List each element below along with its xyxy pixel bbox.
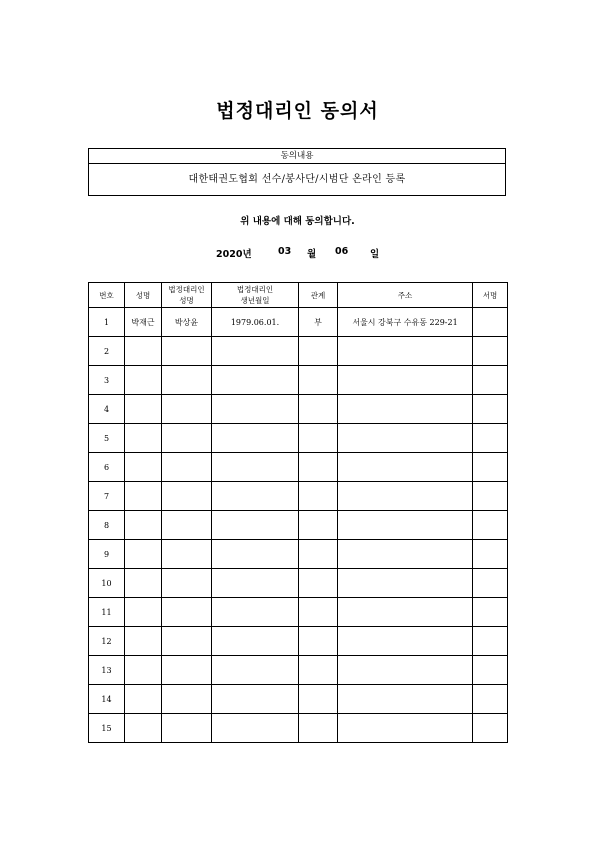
cell-name[interactable] bbox=[125, 685, 162, 714]
cell-number: 8 bbox=[89, 511, 125, 540]
agreement-text: 위 내용에 대해 동의합니다. bbox=[240, 216, 355, 227]
cell-signature[interactable] bbox=[473, 337, 508, 366]
cell-guardian-birth[interactable] bbox=[212, 656, 299, 685]
cell-name[interactable] bbox=[125, 453, 162, 482]
table-row bbox=[89, 540, 508, 569]
consent-content: 대한태권도협회 선수/봉사단/시범단 온라인 등록 bbox=[188, 174, 406, 185]
cell-name[interactable] bbox=[125, 569, 162, 598]
cell-guardian-name[interactable]: 박상윤 bbox=[162, 308, 212, 337]
cell-guardian-name[interactable] bbox=[162, 395, 212, 424]
cell-guardian-name[interactable] bbox=[162, 482, 212, 511]
cell-guardian-name[interactable] bbox=[162, 598, 212, 627]
cell-number: 11 bbox=[89, 598, 125, 627]
date-year: 2020년 bbox=[216, 249, 252, 260]
cell-guardian-birth[interactable] bbox=[212, 453, 299, 482]
document-title: 법정대리인 동의서 bbox=[216, 100, 379, 122]
cell-signature[interactable] bbox=[473, 569, 508, 598]
cell-guardian-birth[interactable] bbox=[212, 598, 299, 627]
cell-signature[interactable] bbox=[473, 656, 508, 685]
cell-address[interactable] bbox=[338, 482, 473, 511]
consent-header: 동의내용 bbox=[89, 149, 505, 164]
cell-relation[interactable] bbox=[299, 395, 338, 424]
date-month-value: 03 bbox=[278, 246, 292, 257]
cell-address[interactable] bbox=[338, 714, 473, 743]
cell-name[interactable] bbox=[125, 482, 162, 511]
cell-guardian-name[interactable] bbox=[162, 685, 212, 714]
header-guardian-name-line2: 성명 bbox=[179, 296, 194, 305]
cell-name[interactable] bbox=[125, 366, 162, 395]
table-row bbox=[89, 424, 508, 453]
cell-guardian-name[interactable] bbox=[162, 453, 212, 482]
cell-address[interactable] bbox=[338, 337, 473, 366]
cell-name[interactable] bbox=[125, 656, 162, 685]
cell-address[interactable] bbox=[338, 366, 473, 395]
cell-signature[interactable] bbox=[473, 540, 508, 569]
cell-signature[interactable] bbox=[473, 308, 508, 337]
table-row bbox=[89, 308, 508, 337]
header-guardian-birth-line1: 법정대리인 bbox=[236, 285, 274, 294]
table-row bbox=[89, 453, 508, 482]
table-row bbox=[89, 482, 508, 511]
table-row bbox=[89, 627, 508, 656]
table-row bbox=[89, 569, 508, 598]
table-row bbox=[89, 366, 508, 395]
cell-signature[interactable] bbox=[473, 366, 508, 395]
header-guardian-name bbox=[162, 283, 212, 308]
cell-name[interactable] bbox=[125, 540, 162, 569]
cell-guardian-name[interactable] bbox=[162, 366, 212, 395]
cell-number: 15 bbox=[89, 714, 125, 743]
cell-number: 12 bbox=[89, 627, 125, 656]
cell-guardian-birth[interactable] bbox=[212, 511, 299, 540]
cell-relation[interactable] bbox=[299, 656, 338, 685]
cell-guardian-name[interactable] bbox=[162, 540, 212, 569]
cell-guardian-name[interactable] bbox=[162, 714, 212, 743]
table-row bbox=[89, 685, 508, 714]
cell-address[interactable] bbox=[338, 540, 473, 569]
cell-guardian-name[interactable] bbox=[162, 569, 212, 598]
cell-guardian-birth[interactable] bbox=[212, 714, 299, 743]
cell-relation[interactable] bbox=[299, 540, 338, 569]
table-row bbox=[89, 714, 508, 743]
cell-name[interactable] bbox=[125, 598, 162, 627]
cell-relation[interactable]: 부 bbox=[299, 308, 338, 337]
table-row bbox=[89, 656, 508, 685]
cell-address[interactable] bbox=[338, 598, 473, 627]
cell-guardian-birth[interactable] bbox=[212, 424, 299, 453]
table-row bbox=[89, 598, 508, 627]
cell-guardian-birth[interactable] bbox=[212, 337, 299, 366]
cell-signature[interactable] bbox=[473, 627, 508, 656]
header-guardian-birth bbox=[212, 283, 299, 308]
cell-signature[interactable] bbox=[473, 714, 508, 743]
cell-relation[interactable] bbox=[299, 627, 338, 656]
cell-number: 13 bbox=[89, 656, 125, 685]
cell-relation[interactable] bbox=[299, 337, 338, 366]
cell-name[interactable] bbox=[125, 424, 162, 453]
cell-relation[interactable] bbox=[299, 482, 338, 511]
header-guardian-birth-line2: 생년월일 bbox=[240, 296, 270, 305]
cell-number: 9 bbox=[89, 540, 125, 569]
date-day-value: 06 bbox=[335, 246, 349, 257]
cell-name[interactable] bbox=[125, 337, 162, 366]
cell-relation[interactable] bbox=[299, 685, 338, 714]
cell-address[interactable] bbox=[338, 656, 473, 685]
cell-signature[interactable] bbox=[473, 511, 508, 540]
header-relation: 관계 bbox=[299, 283, 338, 308]
cell-guardian-name[interactable] bbox=[162, 424, 212, 453]
cell-number: 7 bbox=[89, 482, 125, 511]
cell-address[interactable] bbox=[338, 627, 473, 656]
cell-address[interactable] bbox=[338, 424, 473, 453]
cell-signature[interactable] bbox=[473, 685, 508, 714]
cell-number: 6 bbox=[89, 453, 125, 482]
cell-guardian-name[interactable] bbox=[162, 656, 212, 685]
header-name: 성명 bbox=[125, 283, 162, 308]
cell-guardian-name[interactable] bbox=[162, 337, 212, 366]
cell-address[interactable] bbox=[338, 453, 473, 482]
cell-address[interactable] bbox=[338, 569, 473, 598]
cell-relation[interactable] bbox=[299, 511, 338, 540]
cell-number: 3 bbox=[89, 366, 125, 395]
cell-address[interactable] bbox=[338, 685, 473, 714]
table-row bbox=[89, 511, 508, 540]
cell-guardian-birth[interactable] bbox=[212, 366, 299, 395]
cell-signature[interactable] bbox=[473, 395, 508, 424]
cell-guardian-birth[interactable] bbox=[212, 395, 299, 424]
cell-relation[interactable] bbox=[299, 453, 338, 482]
date-month-unit: 월 bbox=[307, 249, 317, 260]
consent-box bbox=[88, 148, 506, 196]
cell-name[interactable] bbox=[125, 511, 162, 540]
cell-address[interactable] bbox=[338, 511, 473, 540]
cell-relation[interactable] bbox=[299, 714, 338, 743]
cell-relation[interactable] bbox=[299, 366, 338, 395]
cell-relation[interactable] bbox=[299, 569, 338, 598]
header-guardian-name-line1: 법정대리인 bbox=[168, 285, 205, 294]
cell-name[interactable] bbox=[125, 395, 162, 424]
table-row bbox=[89, 395, 508, 424]
guardian-table bbox=[88, 282, 508, 743]
cell-guardian-birth[interactable] bbox=[212, 540, 299, 569]
cell-guardian-birth[interactable] bbox=[212, 569, 299, 598]
cell-signature[interactable] bbox=[473, 598, 508, 627]
table-row bbox=[89, 337, 508, 366]
date-day-unit: 일 bbox=[370, 249, 380, 260]
cell-address[interactable] bbox=[338, 395, 473, 424]
cell-signature[interactable] bbox=[473, 482, 508, 511]
cell-guardian-birth[interactable] bbox=[212, 482, 299, 511]
cell-number: 14 bbox=[89, 685, 125, 714]
header-address: 주소 bbox=[338, 283, 473, 308]
cell-signature[interactable] bbox=[473, 453, 508, 482]
cell-guardian-birth[interactable]: 1979.06.01. bbox=[212, 308, 299, 337]
cell-guardian-name[interactable] bbox=[162, 511, 212, 540]
table-header-row bbox=[89, 283, 508, 308]
cell-number: 2 bbox=[89, 337, 125, 366]
cell-number: 10 bbox=[89, 569, 125, 598]
header-signature: 서명 bbox=[473, 283, 508, 308]
cell-guardian-birth[interactable] bbox=[212, 627, 299, 656]
cell-number: 1 bbox=[89, 308, 125, 337]
cell-signature[interactable] bbox=[473, 424, 508, 453]
cell-number: 5 bbox=[89, 424, 125, 453]
cell-guardian-name[interactable] bbox=[162, 627, 212, 656]
header-number: 번호 bbox=[89, 283, 125, 308]
cell-guardian-birth[interactable] bbox=[212, 685, 299, 714]
cell-name[interactable]: 박재근 bbox=[125, 308, 162, 337]
cell-relation[interactable] bbox=[299, 424, 338, 453]
cell-name[interactable] bbox=[125, 714, 162, 743]
cell-number: 4 bbox=[89, 395, 125, 424]
table-body bbox=[89, 308, 508, 743]
cell-relation[interactable] bbox=[299, 598, 338, 627]
cell-name[interactable] bbox=[125, 627, 162, 656]
cell-address[interactable]: 서울시 강북구 수유동 229-21 bbox=[338, 308, 473, 337]
